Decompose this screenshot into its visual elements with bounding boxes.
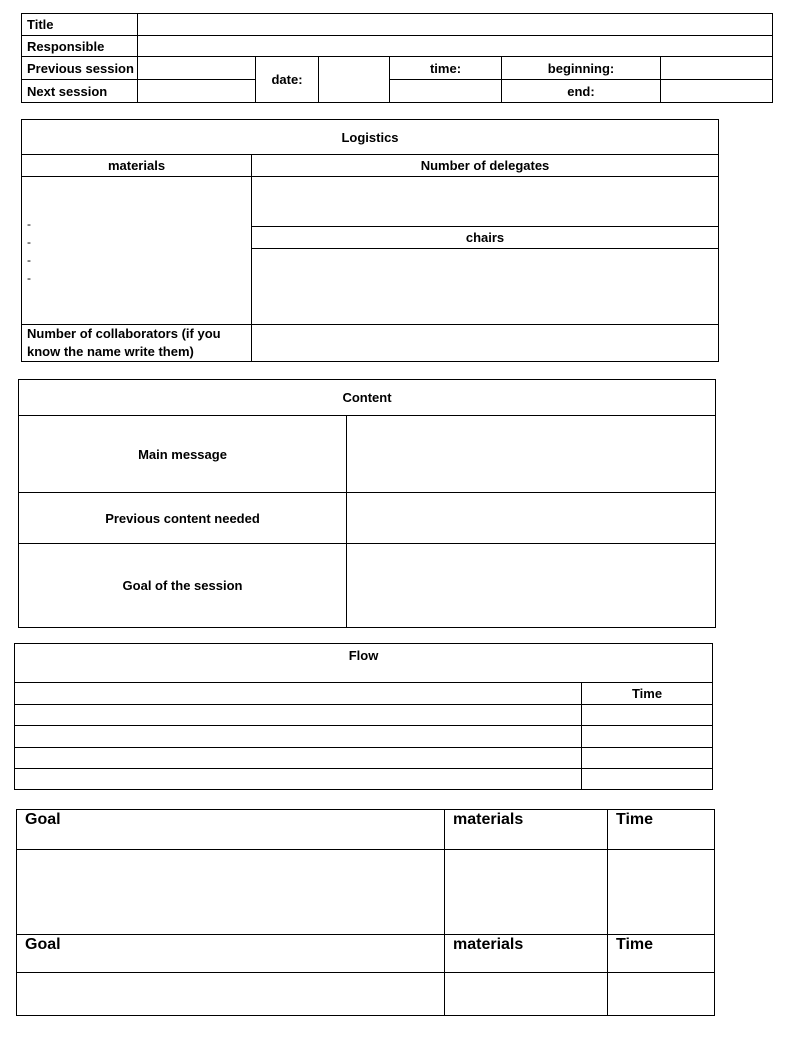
previous-content-label: Previous content needed (19, 493, 347, 544)
flow-time-label: Time (582, 683, 713, 705)
goal-label: Goal (17, 810, 445, 850)
delegates-field[interactable] (252, 177, 719, 227)
flow-step-field[interactable] (15, 769, 582, 790)
goals-table (16, 809, 714, 1015)
list-item: - (27, 234, 31, 249)
next-session-label: Next session (22, 80, 138, 103)
materials-list-cell[interactable] (22, 177, 252, 325)
flow-time-field[interactable] (582, 705, 713, 726)
logistics-title: Logistics (22, 120, 719, 155)
goal-time-label: Time (608, 810, 715, 850)
flow-title: Flow (15, 644, 713, 683)
goal-time-label: Time (608, 935, 715, 973)
flow-step-field[interactable] (15, 683, 582, 705)
chairs-label: chairs (252, 227, 719, 249)
title-field[interactable] (138, 14, 773, 36)
goal-time-field[interactable] (608, 850, 715, 935)
table-row (15, 726, 713, 748)
previous-session-field[interactable] (138, 57, 256, 80)
flow-time-field[interactable] (582, 726, 713, 748)
flow-time-field[interactable] (582, 769, 713, 790)
list-item: - (27, 270, 31, 285)
flow-step-field[interactable] (15, 726, 582, 748)
flow-table (14, 643, 712, 789)
goal-materials-field[interactable] (445, 973, 608, 1016)
list-item: - (27, 216, 31, 231)
session-goal-field[interactable] (347, 544, 716, 628)
table-row (15, 769, 713, 790)
end-label: end: (502, 80, 661, 103)
materials-label: materials (22, 155, 252, 177)
date-label: date: (256, 57, 319, 103)
responsible-label: Responsible (22, 36, 138, 57)
goal-time-field[interactable] (608, 973, 715, 1016)
goal-materials-label: materials (445, 810, 608, 850)
next-session-field[interactable] (138, 80, 256, 103)
content-title: Content (19, 380, 716, 416)
table-row (15, 748, 713, 769)
flow-step-field[interactable] (15, 705, 582, 726)
end-field[interactable] (661, 80, 773, 103)
time-label: time: (390, 57, 502, 80)
main-message-label: Main message (19, 416, 347, 493)
beginning-field[interactable] (661, 57, 773, 80)
beginning-label: beginning: (502, 57, 661, 80)
table-row (15, 705, 713, 726)
main-message-field[interactable] (347, 416, 716, 493)
flow-step-field[interactable] (15, 748, 582, 769)
list-item: - (27, 252, 31, 267)
date-field[interactable] (319, 57, 390, 103)
goal-label: Goal (17, 935, 445, 973)
goal-materials-label: materials (445, 935, 608, 973)
goal-field[interactable] (17, 973, 445, 1016)
goal-field[interactable] (17, 850, 445, 935)
materials-list (22, 215, 251, 287)
content-table (18, 379, 715, 627)
previous-content-field[interactable] (347, 493, 716, 544)
chairs-field[interactable] (252, 249, 719, 325)
session-header-table (21, 13, 772, 102)
title-label: Title (22, 14, 138, 36)
collaborators-field[interactable] (252, 325, 719, 362)
time-field[interactable] (390, 80, 502, 103)
previous-session-label: Previous session (22, 57, 138, 80)
responsible-field[interactable] (138, 36, 773, 57)
session-goal-label: Goal of the session (19, 544, 347, 628)
logistics-table (21, 119, 718, 362)
collaborators-label: Number of collaborators (if you know the name write them) (22, 325, 252, 362)
delegates-label: Number of delegates (252, 155, 719, 177)
flow-time-field[interactable] (582, 748, 713, 769)
goal-materials-field[interactable] (445, 850, 608, 935)
